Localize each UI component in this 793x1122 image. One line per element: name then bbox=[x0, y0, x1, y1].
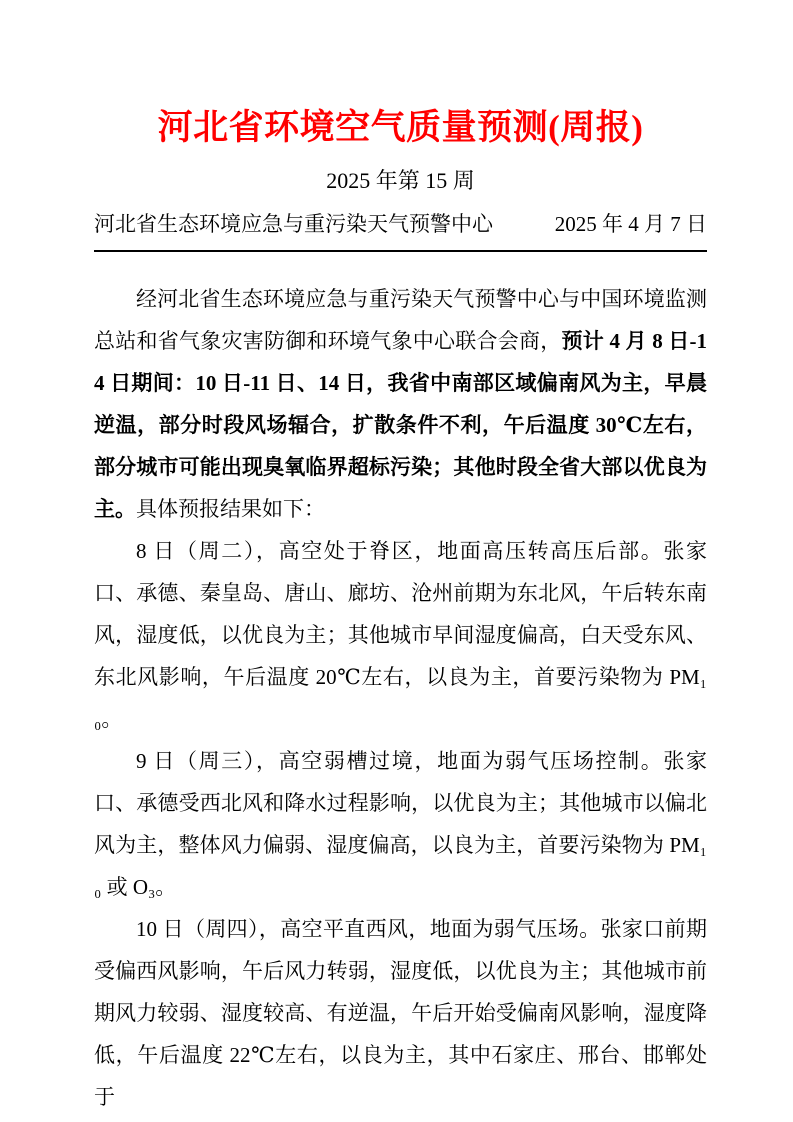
report-body bbox=[94, 278, 707, 1118]
header-divider bbox=[94, 250, 707, 252]
issuer-name: 河北省生态环境应急与重污染天气预警中心 bbox=[94, 212, 493, 237]
forecast-day8-paragraph: 8 日（周二），高空处于脊区，地面高压转高压后部。张家口、承德、秦皇岛、唐山、廊坊、沧州前期为东北风，午后转东南风，湿度低，以优良为主；其他城市早间湿度偏高，白天受东风、东北风影响，午后温度 20℃左右，以良为主，首要污染物为 PM₁₀。 bbox=[94, 539, 707, 732]
summary-outro-text: 具体预报结果如下： bbox=[136, 497, 325, 522]
forecast-summary-paragraph bbox=[94, 278, 707, 530]
issue-date: 2025 年 4 月 7 日 bbox=[554, 212, 707, 237]
report-week: 2025 年第 15 周 bbox=[326, 167, 475, 193]
summary-forecast-bold-text: 预计 4 月 8 日-14 日期间：10 日-11 日、14 日，我省中南部区域偏南风为主，早晨逆温，部分时段风场辐合，扩散条件不利，午后温度 30℃左右，部分城市可能出现臭氧临界超标污染；其他时段全省大部以优良为主。 bbox=[94, 329, 707, 522]
forecast-day9-paragraph: 9 日（周三），高空弱槽过境，地面为弱气压场控制。张家口、承德受西北风和降水过程影响，以优良为主；其他城市以偏北风为主，整体风力偏弱、湿度偏高，以良为主，首要污染物为 PM₁₀ 或 O₃。 bbox=[94, 749, 707, 900]
issuer-row bbox=[94, 212, 707, 237]
summary-intro-text: 经河北省生态环境应急与重污染天气预警中心与中国环境监测总站和省气象灾害防御和环境气象中心联合会商， bbox=[94, 287, 707, 354]
forecast-day10-paragraph: 10 日（周四），高空平直西风，地面为弱气压场。张家口前期受偏西风影响，午后风力转弱，湿度低，以优良为主；其他城市前期风力较弱、湿度较高、有逆温，午后开始受偏南风影响，湿度降低，午后温度 22℃左右，以良为主，其中石家庄、邢台、邯郸处于 bbox=[94, 917, 707, 1110]
page-title: 河北省环境空气质量预测(周报) bbox=[157, 108, 644, 147]
